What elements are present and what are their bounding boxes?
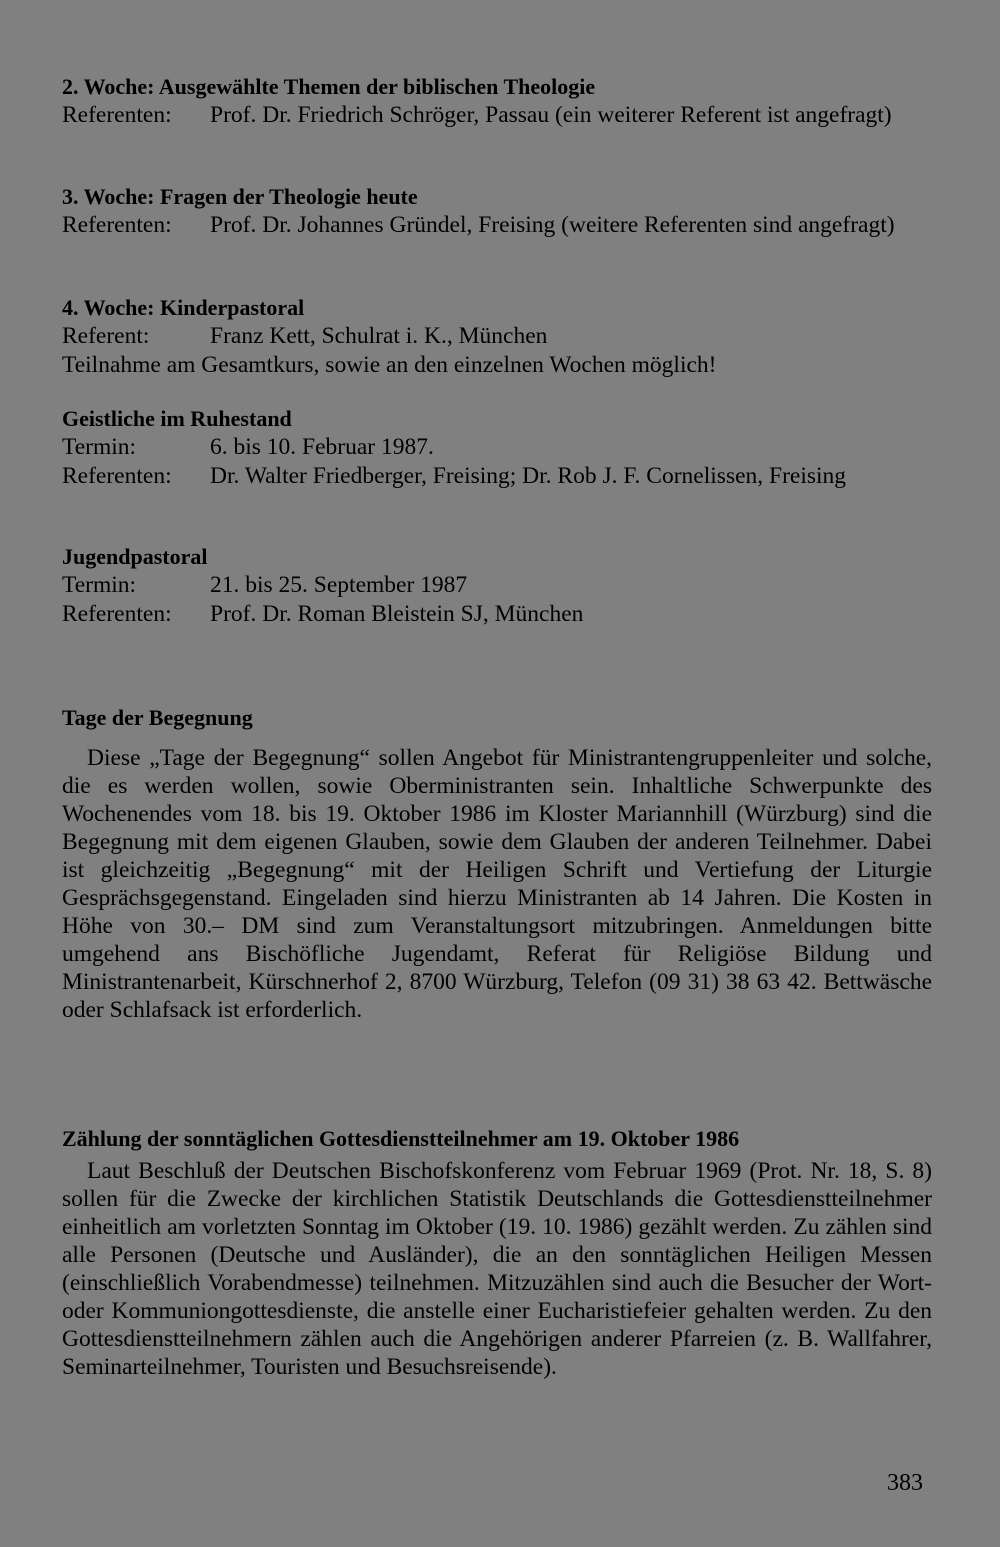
row-value: Dr. Walter Friedberger, Freising; Dr. Rob J. F. Cornelissen, Freising — [210, 463, 847, 489]
section-tage-der-begegnung — [62, 703, 932, 1024]
info-row — [62, 571, 932, 600]
section-heading: 2. Woche: Ausgewählte Themen der biblischen Theologie — [62, 74, 596, 99]
section-zaehlung — [62, 1124, 932, 1381]
section-heading: Jugendpastoral — [62, 544, 208, 569]
info-row — [62, 211, 932, 240]
row-label: Referent: — [62, 323, 150, 349]
row-value: Prof. Dr. Johannes Gründel, Freising (weitere Referenten sind angefragt) — [210, 212, 895, 238]
row-label: Termin: — [62, 434, 137, 460]
info-row — [62, 600, 932, 629]
section-woche-3 — [62, 182, 932, 240]
section-heading: Geistliche im Ruhestand — [62, 406, 292, 431]
section-woche-4 — [62, 293, 932, 380]
page-number: 383 — [887, 1470, 923, 1496]
row-value: 6. bis 10. Februar 1987. — [210, 434, 434, 460]
info-row — [62, 322, 932, 351]
row-label: Referenten: — [62, 102, 172, 128]
info-row — [62, 462, 932, 491]
row-value: Prof. Dr. Roman Bleistein SJ, München — [210, 601, 584, 627]
info-row — [62, 101, 932, 130]
section-heading: 4. Woche: Kinderpastoral — [62, 295, 305, 320]
row-label: Referenten: — [62, 463, 172, 489]
body-paragraph: Diese „Tage der Begegnung“ sollen Angebot für Ministrantengruppenleiter und solche, die es werden wollen, sowie Oberministranten sein. Inhaltliche Schwerpunkte des Wochenendes vom 18. bis 19. Oktober 1986 im Kloster Mariannhill (Würzburg) sind die Begegnung mit dem eigenen Glauben, sowie dem Glauben der anderen Teilnehmer. Dabei ist gleichzeitig „Begegnung“ mit der Heiligen Schrift und Vertiefung der Liturgie Gesprächsgegenstand. Eingeladen sind hierzu Ministranten ab 14 Jahren. Die Kosten in Höhe von 30.– DM sind zum Veranstaltungsort mitzubringen. Anmeldungen bitte umgehend ans Bischöfliche Jugendamt, Referat für Religiöse Bildung und Ministrantenarbeit, Kürschnerhof 2, 8700 Würzburg, Telefon (09 31) 38 63 42. Bettwäsche oder Schlafsack ist erforderlich. — [62, 745, 932, 1023]
participation-note: Teilnahme am Gesamtkurs, sowie an den einzelnen Wochen möglich! — [62, 352, 717, 378]
row-value: Franz Kett, Schulrat i. K., München — [210, 323, 548, 349]
section-heading: 3. Woche: Fragen der Theologie heute — [62, 184, 418, 209]
info-row — [62, 433, 932, 462]
section-jugendpastoral — [62, 542, 932, 629]
section-heading: Zählung der sonntäglichen Gottesdienstteilnehmer am 19. Oktober 1986 — [62, 1126, 740, 1151]
body-paragraph: Laut Beschluß der Deutschen Bischofskonferenz vom Februar 1969 (Prot. Nr. 18, S. 8) sollen für die Zwecke der kirchlichen Statistik Deutschlands die Gottesdienstteilnehmer einheitlich am vorletzten Sonntag im Oktober (19. 10. 1986) gezählt werden. Zu zählen sind alle Personen (Deutsche und Ausländer), die an den sonntäglichen Heiligen Messen (einschließlich Vorabendmesse) teilnehmen. Mitzuzählen sind auch die Besucher der Wort- oder Kommuniongottesdienste, die anstelle einer Eucharistiefeier gehalten werden. Zu den Gottesdienstteilnehmern zählen auch die Angehörigen anderer Pfarreien (z. B. Wallfahrer, Seminarteilnehmer, Touristen und Besuchsreisende). — [62, 1158, 932, 1380]
section-heading: Tage der Begegnung — [62, 705, 253, 730]
row-value: Prof. Dr. Friedrich Schröger, Passau (ein weiterer Referent ist angefragt) — [210, 102, 892, 128]
row-label: Referenten: — [62, 601, 172, 627]
section-ruhestand — [62, 404, 932, 491]
section-woche-2 — [62, 72, 932, 130]
row-label: Termin: — [62, 572, 137, 598]
row-label: Referenten: — [62, 212, 172, 238]
row-value: 21. bis 25. September 1987 — [210, 572, 468, 598]
